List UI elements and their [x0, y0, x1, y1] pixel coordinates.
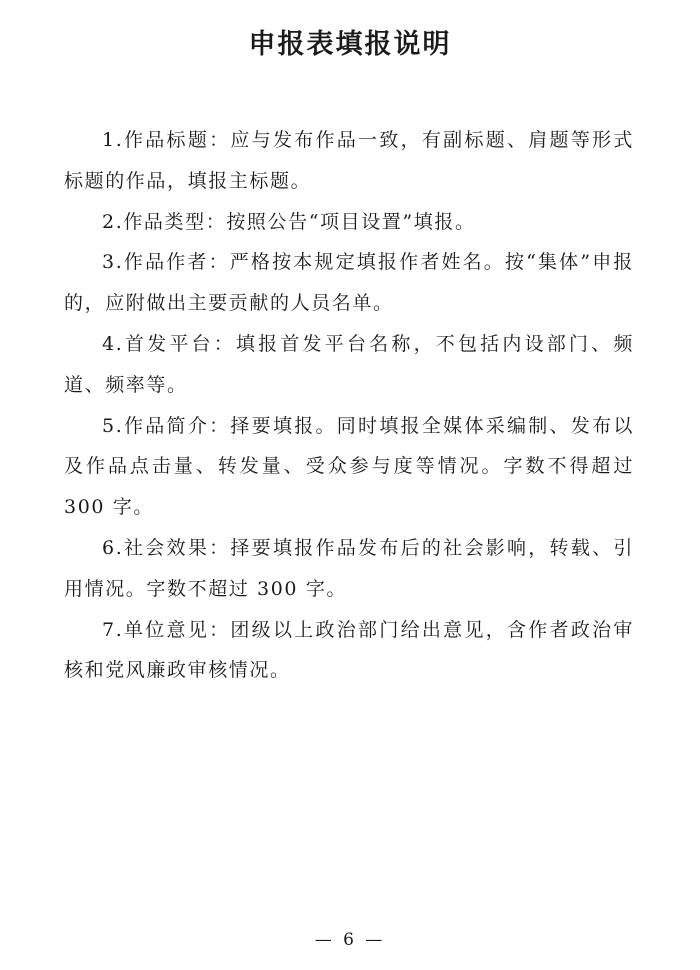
instruction-item-type: 2.作品类型：按照公告“项目设置”填报。 [102, 210, 476, 233]
instruction-item-title: 1.作品标题：应与发布作品一致，有副标题、肩题等形式标题的作品，填报主标题。 [64, 129, 634, 192]
instruction-item-summary: 5.作品简介：择要填报。同时填报全媒体采编制、发布以及作品点击量、转发量、受众参与度等情况。字数不得超过 300 字。 [64, 414, 634, 519]
document-title: 申报表填报说明 [248, 29, 452, 60]
instruction-item-unit-opinion: 7.单位意见：团级以上政治部门给出意见，含作者政治审核和党风廉政审核情况。 [64, 618, 634, 682]
page-number: — 6 — [314, 930, 386, 950]
instructions-body [64, 120, 634, 691]
instruction-item-author: 3.作品作者：严格按本规定填报作者姓名。按“集体”申报的，应附做出主要贡献的人员名单。 [64, 251, 634, 315]
instruction-item-social-effect: 6.社会效果：择要填报作品发布后的社会影响，转载、引用情况。字数不超过 300 字。 [64, 536, 634, 600]
instruction-item-platform: 4.首发平台：填报首发平台名称，不包括内设部门、频道、频率等。 [64, 332, 634, 396]
